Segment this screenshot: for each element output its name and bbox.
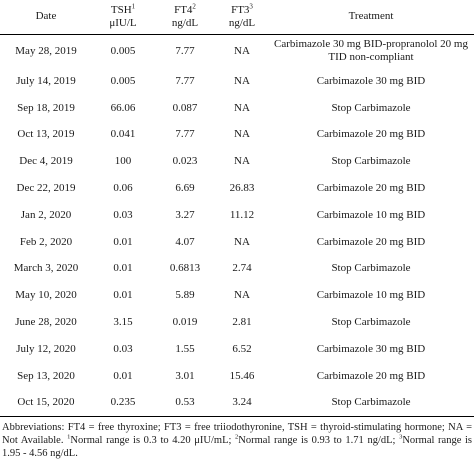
table-row: [0, 363, 474, 390]
cell-ft4: 3.01: [175, 369, 195, 382]
cell-ft3: NA: [234, 235, 250, 248]
cell-ft3: NA: [234, 128, 250, 141]
cell-ft3: 6.52: [232, 342, 252, 355]
cell-treatment: Carbimazole 30 mg BID: [316, 74, 426, 87]
cell-tsh: 0.06: [113, 182, 133, 195]
cell-ft3: NA: [234, 155, 250, 168]
table-footnote: Abbreviations: FT4 = free thyroxine; FT3 = free triiodothyronine, TSH = thyroid-stimulating hormone; NA = Not Available. $^1$Normal range is 0.3 to 4.20 μIU/mL; $^2$Normal range is 0.93 to 1.71 ng/dL; $^3$Normal range is 1.95 - 4.56 ng/dL.: [2, 421, 473, 459]
cell-ft4: 7.77: [175, 74, 195, 87]
header-tsh: TSH$^1$ μIU/L: [92, 0, 154, 34]
cell-treatment: Carbimazole 10 mg BID: [316, 289, 426, 302]
cell-treatment: Stop Carbimazole: [331, 316, 411, 329]
cell-tsh: 0.01: [113, 262, 133, 275]
cell-tsh: 0.005: [110, 44, 136, 57]
cell-date: Sep 13, 2020: [17, 369, 75, 382]
cell-ft4: 0.087: [172, 101, 198, 114]
table-row: [0, 122, 474, 149]
table-row: [0, 390, 474, 417]
cell-ft4: 0.023: [172, 155, 198, 168]
cell-ft4: 7.77: [175, 44, 195, 57]
table-row: [0, 95, 474, 122]
cell-treatment: Carbimazole 30 mg BID-propranolol 20 mg TID non-compliant: [274, 38, 468, 64]
cell-date: March 3, 2020: [13, 262, 79, 275]
cell-tsh: 3.15: [113, 316, 133, 329]
cell-ft4: 1.55: [175, 342, 195, 355]
cell-treatment: Carbimazole 30 mg BID: [316, 342, 426, 355]
cell-date: Oct 13, 2019: [17, 128, 75, 141]
cell-ft4: 7.77: [175, 128, 195, 141]
cell-ft3: NA: [234, 289, 250, 302]
cell-tsh: 100: [114, 155, 132, 168]
cell-treatment: Stop Carbimazole: [331, 262, 411, 275]
cell-ft4: 4.07: [175, 235, 195, 248]
cell-ft3: NA: [234, 101, 250, 114]
cell-treatment: Carbimazole 20 mg BID: [316, 235, 426, 248]
cell-tsh: 66.06: [110, 101, 136, 114]
header-ft4: $FT4^2$ ng/dL: [154, 0, 216, 34]
cell-treatment: Stop Carbimazole: [331, 101, 411, 114]
cell-treatment: Carbimazole 20 mg BID: [316, 182, 426, 195]
cell-ft3: NA: [234, 44, 250, 57]
cell-treatment: Carbimazole 20 mg BID: [316, 128, 426, 141]
cell-date: July 14, 2019: [16, 74, 76, 87]
table-row: [0, 34, 474, 68]
cell-date: May 28, 2019: [15, 44, 77, 57]
cell-ft3: 3.24: [216, 390, 268, 417]
cell-tsh: 0.005: [110, 74, 136, 87]
cell-ft4: 3.27: [175, 208, 195, 221]
header-row: [0, 0, 474, 34]
cell-ft4: 0.019: [172, 316, 198, 329]
cell-ft3: 2.81: [232, 316, 252, 329]
cell-ft3: 2.74: [232, 262, 252, 275]
cell-date: May 10, 2020: [15, 289, 77, 302]
header-treatment: Treatment: [268, 0, 474, 34]
table-row: [0, 148, 474, 175]
cell-ft4: 0.53: [154, 390, 216, 417]
cell-date: June 28, 2020: [15, 316, 77, 329]
cell-date: July 12, 2020: [16, 342, 76, 355]
table-row: [0, 229, 474, 256]
cell-tsh: 0.03: [113, 208, 133, 221]
cell-date: Dec 4, 2019: [19, 155, 73, 168]
cell-ft4: 5.89: [175, 289, 195, 302]
cell-date: Jan 2, 2020: [20, 208, 72, 221]
cell-treatment: Stop Carbimazole: [268, 390, 474, 417]
cell-tsh: 0.01: [113, 289, 133, 302]
cell-date: Sep 18, 2019: [17, 101, 75, 114]
cell-ft3: 26.83: [229, 182, 255, 195]
cell-date: Feb 2, 2020: [19, 235, 73, 248]
table-row: [0, 256, 474, 283]
cell-tsh: 0.01: [113, 369, 133, 382]
cell-date: Dec 22, 2019: [16, 182, 76, 195]
cell-treatment: Stop Carbimazole: [331, 155, 411, 168]
cell-tsh: 0.041: [110, 128, 136, 141]
table-row: [0, 68, 474, 95]
table-row: [0, 282, 474, 309]
cell-ft4: 6.69: [175, 182, 195, 195]
table-row: [0, 175, 474, 202]
cell-ft3: 15.46: [229, 369, 255, 382]
cell-ft3: 11.12: [229, 208, 255, 221]
header-ft3: $FT3^3$ ng/dL: [216, 0, 268, 34]
cell-ft4: 0.6813: [169, 262, 201, 275]
cell-date: Oct 15, 2020: [0, 390, 92, 417]
header-date: Date: [0, 0, 92, 34]
table-row: [0, 202, 474, 229]
cell-tsh: 0.01: [113, 235, 133, 248]
cell-ft3: NA: [234, 74, 250, 87]
table-row: [0, 309, 474, 336]
table-row: [0, 336, 474, 363]
cell-treatment: Carbimazole 20 mg BID: [316, 369, 426, 382]
cell-tsh: 0.03: [113, 342, 133, 355]
cell-tsh: 0.235: [92, 390, 154, 417]
cell-treatment: Carbimazole 10 mg BID: [316, 208, 426, 221]
